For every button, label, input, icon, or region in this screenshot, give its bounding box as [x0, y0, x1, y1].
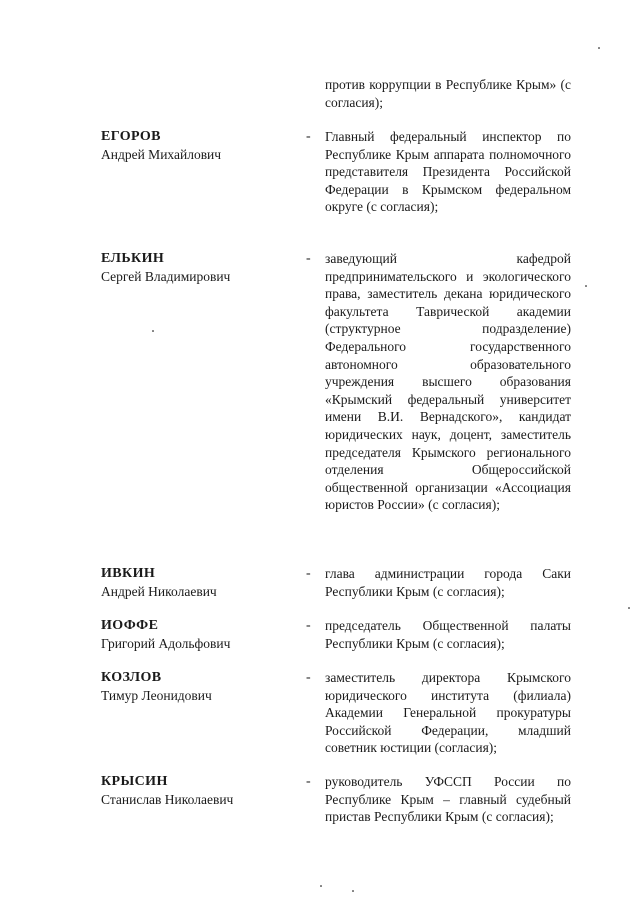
member-given-name: Андрей Николаевич	[101, 584, 217, 599]
member-description: заведующий кафедрой предпринимательского и экологического права, заместитель декана юридического факультета Таврической академии (структурное подразделение) Федерального государственного автономного образовательного учреждения высшего образования «Крымский федеральный университет имени В.И. Вернадского», кандидат юридических наук, доцент, заместитель председателя Крымского регионального отделения Общероссийской общественной организации «Ассоциация юристов России» (с согласия);	[325, 251, 571, 513]
member-given-name: Андрей Михайлович	[101, 147, 222, 162]
entry-dash: -	[306, 251, 311, 266]
member-given-name: Григорий Адольфович	[101, 636, 231, 651]
member-given-name: Тимур Леонидович	[101, 688, 212, 703]
member-surname: КРЫСИН	[101, 774, 168, 789]
member-given-name: Станислав Николаевич	[101, 792, 234, 807]
member-description: Главный федеральный инспектор по Республике Крым аппарата полномочного представителя Президента Российской Федерации в Крымском федеральном округе (с согласия);	[325, 129, 571, 215]
scan-speck	[320, 885, 322, 887]
member-surname: ИОФФЕ	[101, 618, 159, 633]
entry-dash: -	[306, 566, 311, 581]
scan-speck	[352, 890, 354, 892]
member-given-name: Сергей Владимирович	[101, 269, 231, 284]
scan-speck	[598, 47, 600, 49]
entry-dash: -	[306, 774, 311, 789]
scan-speck	[585, 285, 587, 287]
continued-description: против коррупции в Республике Крым» (с согласия);	[325, 77, 571, 110]
member-description: заместитель директора Крымского юридического института (филиала) Академии Генеральной прокуратуры Российской Федерации, младший советник юстиции (согласия);	[325, 670, 571, 756]
member-surname: ЕГОРОВ	[101, 129, 161, 144]
entry-dash: -	[306, 618, 311, 633]
member-surname: ЕЛЬКИН	[101, 251, 165, 266]
entry-dash: -	[306, 670, 311, 685]
entry-dash: -	[306, 129, 311, 144]
scan-speck	[628, 607, 630, 609]
member-surname: КОЗЛОВ	[101, 670, 162, 685]
member-description: глава администрации города Саки Республики Крым (с согласия);	[325, 566, 571, 599]
member-description: председатель Общественной палаты Республики Крым (с согласия);	[325, 618, 571, 651]
member-description: руководитель УФССП России по Республике Крым – главный судебный пристав Республики Крым (с согласия);	[325, 774, 571, 825]
scan-speck	[152, 330, 154, 332]
member-surname: ИВКИН	[101, 566, 156, 581]
